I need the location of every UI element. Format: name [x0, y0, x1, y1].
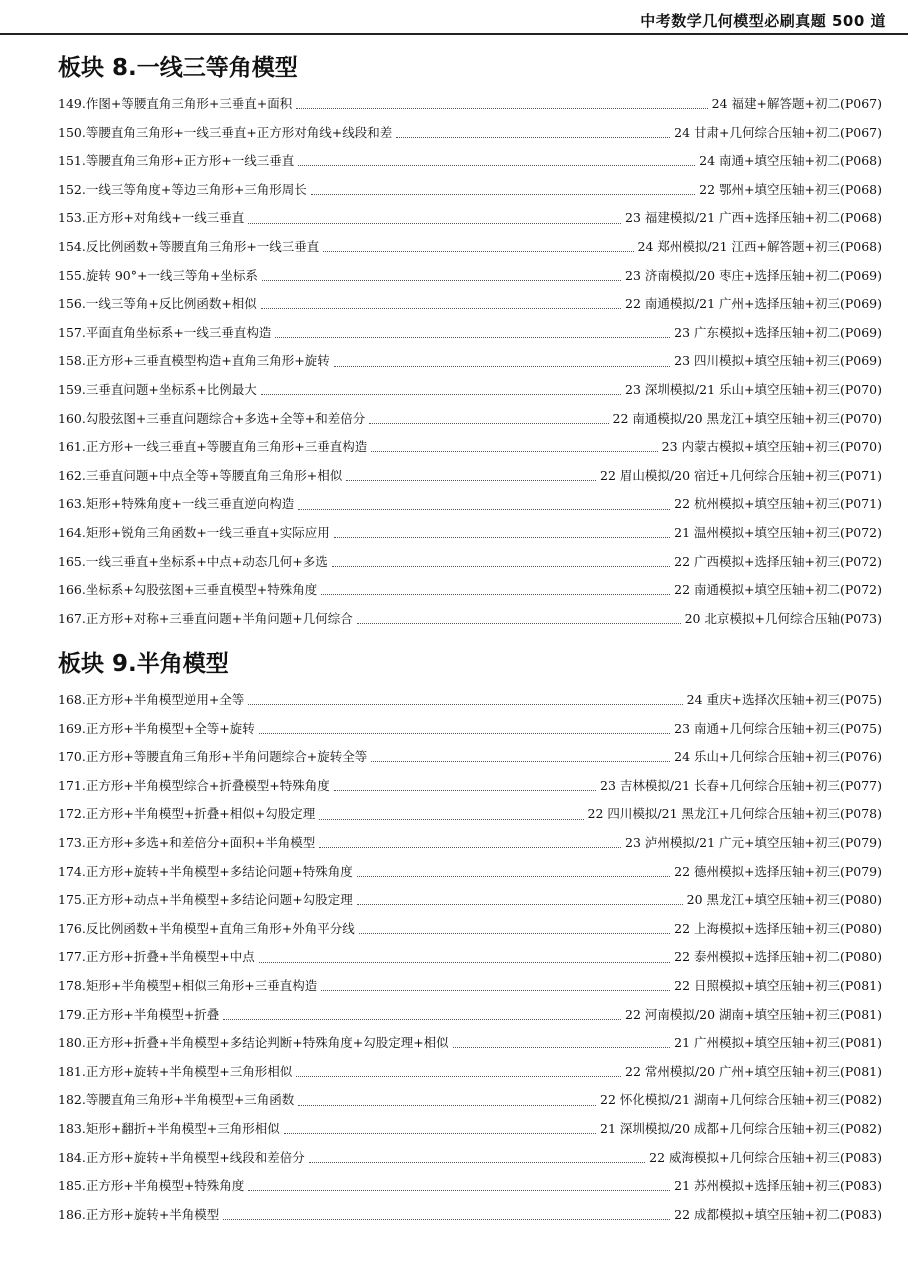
toc-entry[interactable]	[58, 1115, 882, 1144]
entry-page-ref: (P070)	[839, 410, 882, 426]
entry-topic: 正方形+旋转+半角模型	[85, 1206, 220, 1222]
dot-leader	[369, 422, 608, 424]
entry-number: 177.	[58, 949, 86, 965]
entry-number: 185.	[58, 1178, 86, 1194]
entry-source: 22 杭州模拟+填空压轴+初三	[674, 496, 840, 512]
dot-leader	[396, 136, 670, 138]
dot-leader	[319, 846, 621, 848]
entry-page-ref: (P067)	[839, 96, 882, 111]
entry-source: 23 吉林模拟/21 长春+几何综合压轴+初三	[600, 777, 840, 793]
entry-source: 22 威海模拟+几何综合压轴+初三	[649, 1149, 840, 1165]
entry-topic: 一线三等角度+等边三角形+三角形周长	[85, 181, 307, 197]
toc-entry[interactable]	[58, 858, 882, 887]
entry-source: 22 怀化模拟/21 湖南+几何综合压轴+初三	[600, 1092, 840, 1108]
entry-topic: 正方形+三垂直模型构造+直角三角形+旋转	[85, 353, 330, 369]
entry-source: 20 北京模拟+几何综合压轴	[684, 610, 840, 626]
entry-page-ref: (P069)	[839, 267, 882, 283]
entry-number: 160.	[58, 410, 86, 426]
entry-page-ref: (P081)	[839, 977, 882, 993]
toc-entry[interactable]	[58, 1201, 882, 1230]
entry-source: 22 河南模拟/20 湖南+填空压轴+初三	[625, 1006, 840, 1022]
entry-number: 158.	[58, 353, 86, 369]
entry-topic: 矩形+特殊角度+一线三垂直逆向构造	[85, 496, 295, 512]
entry-topic: 正方形+折叠+半角模型+多结论判断+特殊角度+勾股定理+相似	[85, 1035, 449, 1051]
entry-topic: 一线三垂直+坐标系+中点+动态几何+多选	[85, 553, 328, 569]
entry-number: 155.	[58, 267, 86, 283]
dot-leader	[357, 622, 681, 624]
entry-topic: 平面直角坐标系+一线三垂直构造	[85, 324, 272, 340]
entry-source: 22 泰州模拟+选择压轴+初二	[674, 949, 840, 965]
toc-entry[interactable]	[58, 715, 882, 744]
entry-topic: 正方形+旋转+半角模型+线段和差倍分	[85, 1149, 305, 1165]
toc-entry[interactable]	[58, 1058, 882, 1087]
entry-page-ref: (P069)	[839, 296, 882, 312]
entry-number: 172.	[58, 806, 86, 822]
entry-source: 22 常州模拟/20 广州+填空压轴+初三	[625, 1063, 840, 1079]
entry-page-ref: (P068)	[839, 153, 882, 169]
dot-leader	[298, 508, 670, 510]
entry-number: 181.	[58, 1063, 86, 1079]
entry-page-ref: (P069)	[839, 324, 882, 340]
entry-source: 23 南通+几何综合压轴+初三	[674, 720, 840, 736]
dot-leader	[298, 1104, 596, 1106]
entry-number: 170.	[58, 749, 86, 765]
dot-leader	[371, 450, 657, 452]
entry-topic: 旋转 90°+一线三等角+坐标系	[85, 267, 258, 283]
dot-leader	[334, 789, 596, 791]
entry-topic: 一线三等角+反比例函数+相似	[85, 296, 257, 312]
entry-page-ref: (P073)	[839, 610, 882, 626]
entry-number: 162.	[58, 467, 86, 483]
section-title: 板块 9.半角模型	[58, 651, 229, 677]
entry-topic: 正方形+等腰直角三角形+半角问题综合+旋转全等	[85, 749, 368, 765]
toc-entry[interactable]	[58, 743, 882, 772]
entry-page-ref: (P082)	[839, 1092, 882, 1108]
entry-number: 175.	[58, 892, 86, 908]
toc-entry[interactable]	[58, 1144, 882, 1173]
dot-leader	[261, 393, 621, 395]
entry-topic: 正方形+动点+半角模型+多结论问题+勾股定理	[85, 892, 353, 908]
dot-leader	[309, 1161, 645, 1163]
entry-topic: 三垂直问题+坐标系+比例最大	[85, 381, 257, 397]
toc-entry[interactable]	[58, 490, 882, 519]
dot-leader	[261, 307, 621, 309]
entry-page-ref: (P067)	[839, 124, 882, 140]
entry-source: 22 南通模拟+填空压轴+初二	[674, 582, 840, 598]
section-9	[58, 648, 882, 1229]
toc-entry[interactable]	[58, 1029, 882, 1058]
entry-number: 176.	[58, 920, 86, 936]
entry-number: 163.	[58, 496, 86, 512]
entry-page-ref: (P079)	[839, 863, 882, 879]
entry-number: 171.	[58, 777, 86, 793]
entry-number: 159.	[58, 381, 86, 397]
entry-topic: 矩形+翻折+半角模型+三角形相似	[85, 1120, 280, 1136]
entry-source: 21 深圳模拟/20 成都+几何综合压轴+初三	[600, 1120, 840, 1136]
entry-topic: 正方形+对称+三垂直问题+半角问题+几何综合	[85, 610, 353, 626]
dot-leader	[296, 1075, 621, 1077]
toc-entry[interactable]	[58, 605, 882, 634]
entry-topic: 正方形+多选+和差倍分+面积+半角模型	[85, 834, 316, 850]
toc-entry[interactable]	[58, 319, 882, 348]
dot-leader	[311, 193, 695, 195]
dot-leader	[284, 1132, 596, 1134]
dot-leader	[357, 903, 683, 905]
entry-source: 21 广州模拟+填空压轴+初三	[674, 1035, 840, 1051]
entry-topic: 作图+等腰直角三角形+三垂直+面积	[85, 96, 293, 111]
toc-list	[58, 686, 882, 1229]
toc-entry[interactable]	[58, 915, 882, 944]
entry-number: 165.	[58, 553, 86, 569]
entry-page-ref: (P075)	[839, 720, 882, 736]
entry-topic: 正方形+半角模型+特殊角度	[85, 1178, 245, 1194]
dot-leader	[259, 732, 670, 734]
entry-number: 164.	[58, 524, 86, 540]
entry-topic: 等腰直角三角形+一线三垂直+正方形对角线+线段和差	[85, 124, 393, 140]
entry-topic: 正方形+半角模型+折叠	[85, 1006, 220, 1022]
entry-page-ref: (P077)	[839, 777, 882, 793]
entry-page-ref: (P070)	[839, 381, 882, 397]
entry-topic: 正方形+一线三垂直+等腰直角三角形+三垂直构造	[85, 439, 368, 455]
entry-topic: 矩形+锐角三角函数+一线三垂直+实际应用	[85, 524, 330, 540]
entry-page-ref: (P068)	[839, 238, 882, 254]
book-title: 中考数学几何模型必刷真题 500 道	[640, 12, 886, 30]
entry-topic: 正方形+旋转+半角模型+多结论问题+特殊角度	[85, 863, 353, 879]
toc-entry[interactable]	[58, 829, 882, 858]
toc-entry[interactable]	[58, 204, 882, 233]
toc-entry[interactable]	[58, 405, 882, 434]
entry-page-ref: (P083)	[839, 1149, 882, 1165]
entry-number: 182.	[58, 1092, 86, 1108]
entry-page-ref: (P071)	[839, 467, 882, 483]
entry-source: 23 四川模拟+填空压轴+初三	[674, 353, 840, 369]
entry-page-ref: (P068)	[839, 181, 882, 197]
entry-source: 22 眉山模拟/20 宿迁+几何综合压轴+初三	[600, 467, 840, 483]
page-header	[0, 0, 908, 36]
entry-topic: 正方形+半角模型+折叠+相似+勾股定理	[85, 806, 316, 822]
entry-source: 21 苏州模拟+选择压轴+初三	[674, 1178, 840, 1194]
entry-number: 179.	[58, 1006, 86, 1022]
dot-leader	[321, 593, 670, 595]
section-8	[58, 52, 882, 633]
dot-leader	[223, 1018, 621, 1020]
entry-source: 22 日照模拟+填空压轴+初三	[674, 977, 840, 993]
dot-leader	[321, 989, 670, 991]
entry-source: 24 南通+填空压轴+初二	[699, 153, 840, 169]
entry-page-ref: (P072)	[839, 553, 882, 569]
entry-page-ref: (P080)	[839, 892, 882, 908]
entry-source: 24 福建+解答题+初二	[711, 96, 840, 111]
entry-page-ref: (P072)	[839, 524, 882, 540]
entry-source: 22 广西模拟+选择压轴+初三	[674, 553, 840, 569]
entry-source: 22 上海模拟+选择压轴+初三	[674, 920, 840, 936]
toc-entry[interactable]	[58, 147, 882, 176]
entry-source: 20 黑龙江+填空压轴+初三	[686, 892, 840, 908]
toc-entry[interactable]	[58, 176, 882, 205]
entry-number: 180.	[58, 1035, 86, 1051]
dot-leader	[259, 961, 670, 963]
entry-source: 22 南通模拟/21 广州+选择压轴+初三	[625, 296, 840, 312]
entry-number: 151.	[58, 153, 86, 169]
entry-source: 22 成都模拟+填空压轴+初二	[674, 1206, 840, 1222]
toc-entry[interactable]	[58, 90, 882, 119]
entry-page-ref: (P068)	[839, 210, 882, 226]
toc-entry[interactable]	[58, 1086, 882, 1115]
dot-leader	[346, 479, 596, 481]
entry-topic: 矩形+半角模型+相似三角形+三垂直构造	[85, 977, 318, 993]
entry-source: 23 内蒙古模拟+填空压轴+初三	[661, 439, 840, 455]
entry-topic: 正方形+半角模型逆用+全等	[85, 692, 245, 707]
entry-source: 24 乐山+几何综合压轴+初三	[674, 749, 840, 765]
entry-topic: 正方形+半角模型综合+折叠模型+特殊角度	[85, 777, 330, 793]
dot-leader	[323, 250, 633, 252]
toc-entry[interactable]	[58, 772, 882, 801]
dot-leader	[319, 818, 583, 820]
entry-number: 174.	[58, 863, 86, 879]
entry-topic: 勾股弦图+三垂直问题综合+多选+全等+和差倍分	[85, 410, 366, 426]
entry-topic: 正方形+旋转+半角模型+三角形相似	[85, 1063, 293, 1079]
entry-number: 184.	[58, 1149, 86, 1165]
entry-page-ref: (P070)	[839, 439, 882, 455]
entry-page-ref: (P083)	[839, 1206, 882, 1222]
entry-page-ref: (P081)	[839, 1035, 882, 1051]
entry-page-ref: (P071)	[839, 496, 882, 512]
entry-source: 23 广东模拟+选择压轴+初二	[674, 324, 840, 340]
entry-source: 23 泸州模拟/21 广元+填空压轴+初三	[625, 834, 840, 850]
dot-leader	[359, 932, 670, 934]
dot-leader	[262, 279, 621, 281]
entry-topic: 坐标系+勾股弦图+三垂直模型+特殊角度	[85, 582, 318, 598]
entry-source: 23 济南模拟/20 枣庄+选择压轴+初二	[625, 267, 840, 283]
toc-entry[interactable]	[58, 376, 882, 405]
entry-source: 22 南通模拟/20 黑龙江+填空压轴+初三	[612, 410, 840, 426]
dot-leader	[248, 1189, 670, 1191]
entry-page-ref: (P081)	[839, 1063, 882, 1079]
dot-leader	[453, 1046, 670, 1048]
entry-topic: 正方形+对角线+一线三垂直	[85, 210, 245, 226]
entry-source: 22 德州模拟+选择压轴+初三	[674, 863, 840, 879]
toc-entry[interactable]	[58, 519, 882, 548]
entry-page-ref: (P072)	[839, 582, 882, 598]
entry-source: 21 温州模拟+填空压轴+初三	[674, 524, 840, 540]
entry-topic: 正方形+折叠+半角模型+中点	[85, 949, 255, 965]
entry-source: 23 福建模拟/21 广西+选择压轴+初二	[625, 210, 840, 226]
entry-source: 22 鄂州+填空压轴+初三	[699, 181, 840, 197]
entry-source: 22 四川模拟/21 黑龙江+几何综合压轴+初三	[587, 806, 840, 822]
entry-topic: 正方形+半角模型+全等+旋转	[85, 720, 255, 736]
dot-leader	[223, 1218, 670, 1220]
toc-entry[interactable]	[58, 433, 882, 462]
entry-number: 186.	[58, 1206, 86, 1222]
toc-entry[interactable]	[58, 1001, 882, 1030]
toc-entry[interactable]	[58, 943, 882, 972]
dot-leader	[334, 536, 670, 538]
entry-topic: 三垂直问题+中点全等+等腰直角三角形+相似	[85, 467, 343, 483]
entry-number: 161.	[58, 439, 86, 455]
entry-page-ref: (P080)	[839, 920, 882, 936]
entry-source: 24 甘肃+几何综合压轴+初二	[674, 124, 840, 140]
entry-page-ref: (P080)	[839, 949, 882, 965]
entry-number: 152.	[58, 181, 86, 197]
dot-leader	[248, 222, 621, 224]
entry-topic: 反比例函数+半角模型+直角三角形+外角平分线	[85, 920, 355, 936]
entry-number: 150.	[58, 124, 86, 140]
entry-number: 156.	[58, 296, 86, 312]
toc-entry[interactable]	[58, 576, 882, 605]
entry-number: 178.	[58, 977, 86, 993]
entry-number: 149.	[58, 96, 86, 111]
entry-number: 154.	[58, 238, 86, 254]
entry-number: 183.	[58, 1120, 86, 1136]
entry-page-ref: (P079)	[839, 834, 882, 850]
section-title: 板块 8.一线三等角模型	[58, 55, 298, 81]
entry-number: 166.	[58, 582, 86, 598]
entry-source: 23 深圳模拟/21 乐山+填空压轴+初三	[625, 381, 840, 397]
entry-page-ref: (P083)	[839, 1178, 882, 1194]
entry-page-ref: (P076)	[839, 749, 882, 765]
toc-entry[interactable]	[58, 119, 882, 148]
entry-number: 167.	[58, 610, 86, 626]
entry-number: 153.	[58, 210, 86, 226]
dot-leader	[334, 365, 670, 367]
toc-list	[58, 90, 882, 633]
entry-page-ref: (P081)	[839, 1006, 882, 1022]
entry-page-ref: (P078)	[839, 806, 882, 822]
entry-topic: 等腰直角三角形+半角模型+三角函数	[85, 1092, 295, 1108]
toc-entry[interactable]	[58, 972, 882, 1001]
toc-entry[interactable]	[58, 1172, 882, 1201]
toc-entry[interactable]	[58, 233, 882, 262]
entry-source: 24 郑州模拟/21 江西+解答题+初三	[637, 238, 840, 254]
dot-leader	[296, 107, 707, 109]
toc-entry[interactable]	[58, 548, 882, 577]
dot-leader	[298, 164, 695, 166]
entry-page-ref: (P075)	[839, 692, 882, 707]
entry-number: 169.	[58, 720, 86, 736]
header-divider	[0, 33, 908, 35]
toc-entry[interactable]	[58, 800, 882, 829]
toc-entry[interactable]	[58, 262, 882, 291]
toc-entry[interactable]	[58, 462, 882, 491]
toc-entry[interactable]	[58, 347, 882, 376]
entry-source: 24 重庆+选择次压轴+初三	[686, 692, 840, 707]
entry-topic: 等腰直角三角形+正方形+一线三垂直	[85, 153, 295, 169]
entry-topic: 反比例函数+等腰直角三角形+一线三垂直	[85, 238, 320, 254]
entry-number: 173.	[58, 834, 86, 850]
toc-entry[interactable]	[58, 290, 882, 319]
entry-page-ref: (P069)	[839, 353, 882, 369]
entry-page-ref: (P082)	[839, 1120, 882, 1136]
dot-leader	[332, 565, 670, 567]
toc-entry[interactable]	[58, 886, 882, 915]
dot-leader	[357, 875, 670, 877]
dot-leader	[248, 703, 682, 705]
toc-entry[interactable]	[58, 686, 882, 715]
entry-number: 157.	[58, 324, 86, 340]
entry-number: 168.	[58, 692, 86, 707]
dot-leader	[275, 336, 670, 338]
dot-leader	[371, 760, 670, 762]
